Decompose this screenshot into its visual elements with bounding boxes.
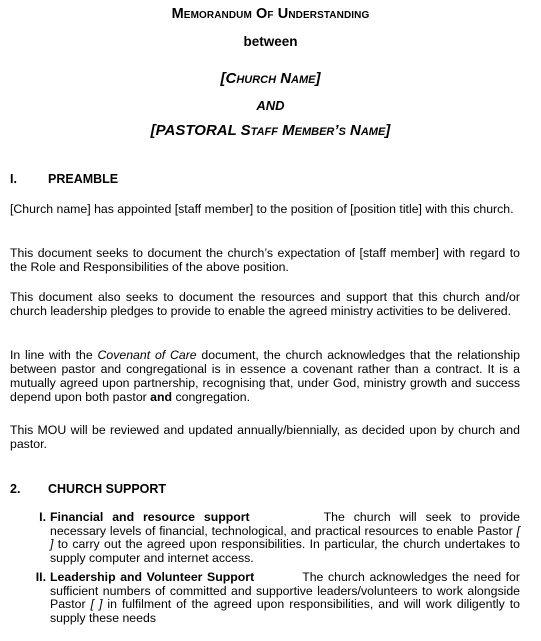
item-title: Financial and resource support	[50, 510, 250, 524]
item-roman-numeral: II.	[35, 570, 46, 584]
item-title: Leadership and Volunteer Support	[50, 570, 255, 584]
between-label: between	[243, 34, 298, 49]
item-text-b: in fulfilment of the agreed upon responsibilities, and will work diligently to supply these needs	[50, 597, 521, 625]
preamble-paragraph-1: [Church name] has appointed [staff member] to the position of [position title] with this church.	[10, 202, 514, 216]
preamble-paragraph-5: This MOU will be reviewed and updated annually/biennially, as decided upon by church and pastor.	[10, 423, 520, 451]
preamble-paragraph-3: This document also seeks to document the resources and support that this church and/or church leadership pledges to provide to enable the agreed ministry activities to be delivered.	[10, 290, 520, 318]
section-church-support-heading	[10, 482, 166, 496]
support-item-financial	[22, 511, 520, 565]
item-body	[50, 571, 520, 625]
item-body	[50, 511, 520, 565]
covenant-of-care-ref: Covenant of Care	[97, 348, 197, 362]
section-number: I.	[10, 172, 17, 186]
section-number: 2.	[10, 482, 21, 496]
church-name-placeholder: [Church Name]	[220, 70, 321, 87]
item-text-a: The church acknowledges the need for sufficient numbers of committed and supportive leaders/volunteers to work alongside Pastor	[50, 570, 520, 612]
preamble-paragraph-4	[10, 348, 520, 404]
item-text-b: to carry out the agreed upon responsibilities. In particular, the church undertakes to supply computer and internet access.	[50, 537, 520, 565]
document-title: Memorandum Of Understanding	[171, 6, 370, 22]
and-label: AND	[256, 98, 285, 113]
p4-text-b: document, the church acknowledges that the relationship between pastor and congregational is in essence a covenant rather than a contract. It is a mutually agreed upon partnership, recognising that, under God, ministry growth and success depend upon both pastor	[10, 348, 520, 404]
p4-text-a: In line with the	[10, 348, 98, 362]
item-text-a: The church will seek to provide necessary levels of financial, technological, and practical resources to enable Pastor	[50, 510, 520, 538]
item-roman-numeral: I.	[39, 510, 46, 524]
section-title: PREAMBLE	[48, 172, 119, 186]
support-item-leadership	[22, 571, 520, 625]
pastor-name-blank: [ ]	[90, 597, 103, 612]
section-preamble-heading	[10, 172, 118, 186]
preamble-paragraph-2: This document seeks to document the church’s expectation of [staff member] with regard to the Role and Responsibilities of the above position.	[10, 246, 520, 274]
p4-text-c: congregation.	[172, 390, 250, 404]
pastor-name-placeholder: [PASTORAL Staff Member’s Name]	[150, 122, 391, 139]
p4-bold-and: and	[150, 390, 173, 404]
pastor-name-blank: [ ]	[50, 523, 520, 552]
section-title: CHURCH SUPPORT	[48, 482, 167, 496]
